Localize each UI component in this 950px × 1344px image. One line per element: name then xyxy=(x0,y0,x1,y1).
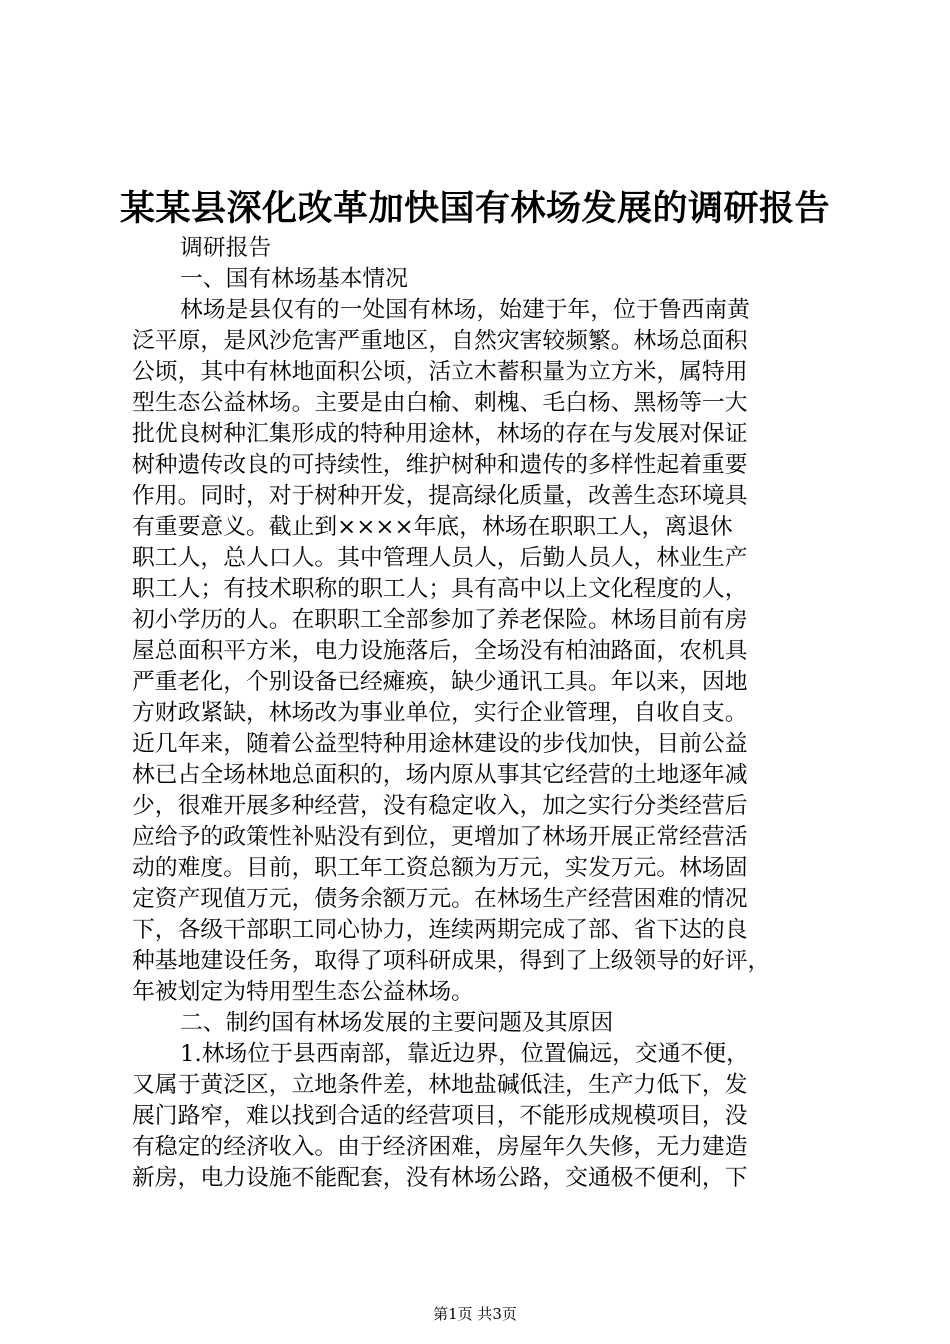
body-line: 初小学历的人。在职职工全部参加了养老保险。林场目前有房 xyxy=(132,607,748,633)
body-line: 作用。同时，对于树种开发，提高绿化质量，改善生态环境具 xyxy=(132,483,748,509)
body-line: 年被划定为特用型生态公益林场。 xyxy=(132,979,474,1005)
body-line: 林场是县仅有的一处国有林场，始建于年，位于鲁西南黄 xyxy=(180,297,750,323)
body-line: 定资产现值万元，债务余额万元。在林场生产经营困难的情况 xyxy=(132,886,748,912)
body-line: 应给予的政策性补贴没有到位，更增加了林场开展正常经营活 xyxy=(132,824,748,850)
body-line: 下，各级干部职工同心协力，连续两期完成了部、省下达的良 xyxy=(132,917,748,943)
document-body xyxy=(132,233,830,1194)
body-line: 少，很难开展多种经营，没有稳定收入，加之实行分类经营后 xyxy=(132,793,748,819)
body-line: 展门路窄，难以找到合适的经营项目，不能形成规模项目，没 xyxy=(132,1103,748,1129)
body-line: 职工人；有技术职称的职工人；具有高中以上文化程度的人， xyxy=(132,576,748,602)
body-line: 近几年来，随着公益型特种用途林建设的步伐加快，目前公益 xyxy=(132,731,748,757)
body-line: 有稳定的经济收入。由于经济困难，房屋年久失修，无力建造 xyxy=(132,1134,748,1160)
body-line: 林已占全场林地总面积的，场内原从事其它经营的土地逐年减 xyxy=(132,762,748,788)
body-line: 泛平原，是风沙危害严重地区，自然灾害较频繁。林场总面积 xyxy=(132,328,748,354)
body-line: 方财政紧缺，林场改为事业单位，实行企业管理，自收自支。 xyxy=(132,700,748,726)
body-line: 种基地建设任务，取得了项科研成果，得到了上级领导的好评， xyxy=(132,948,771,974)
body-line: 严重老化，个别设备已经瘫痪，缺少通讯工具。年以来，因地 xyxy=(132,669,748,695)
body-line: 动的难度。目前，职工年工资总额为万元，实发万元。林场固 xyxy=(132,855,748,881)
body-line: 批优良树种汇集形成的特种用途林，林场的存在与发展对保证 xyxy=(132,421,748,447)
document-title: 某某县深化改革加快国有林场发展的调研报告 xyxy=(119,188,830,229)
body-line: 职工人，总人口人。其中管理人员人，后勤人员人，林业生产 xyxy=(132,545,748,571)
body-line: 又属于黄泛区，立地条件差，林地盐碱低洼，生产力低下，发 xyxy=(132,1072,748,1098)
body-line: 1.林场位于县西南部，靠近边界，位置偏远，交通不便， xyxy=(180,1041,749,1067)
body-line: 公顷，其中有林地面积公顷，活立木蓄积量为立方米，属特用 xyxy=(132,359,748,385)
body-line: 型生态公益林场。主要是由白榆、刺槐、毛白杨、黑杨等一大 xyxy=(132,390,748,416)
body-line: 调研报告 xyxy=(180,235,272,261)
body-line: 屋总面积平方米，电力设施落后，全场没有柏油路面，农机具 xyxy=(132,638,748,664)
body-line: 有重要意义。截止到××××年底，林场在职职工人，离退休 xyxy=(132,514,733,540)
body-line: 树种遗传改良的可持续性，维护树种和遗传的多样性起着重要 xyxy=(132,452,748,478)
page-footer: 第1页 共3页 xyxy=(433,1305,517,1323)
body-line: 新房，电力设施不能配套，没有林场公路，交通极不便利，下 xyxy=(132,1165,748,1191)
body-line: 一、国有林场基本情况 xyxy=(180,266,408,292)
body-line: 二、制约国有林场发展的主要问题及其原因 xyxy=(180,1010,614,1036)
